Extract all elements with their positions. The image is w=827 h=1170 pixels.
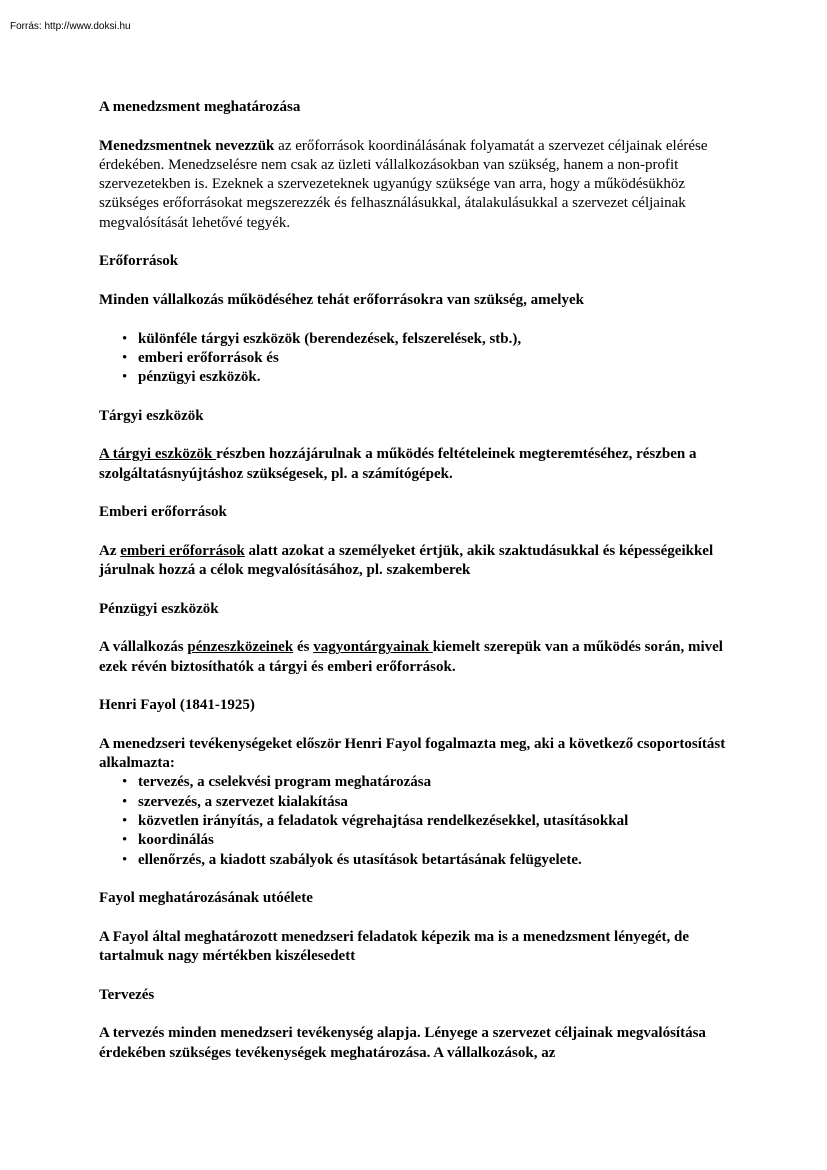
emberi-text: alatt azokat a személyeket értjük, akik szaktudásukkal és képességeikkel járulnak hozzá a célok megvalósításához, pl. szakemberek: [99, 542, 714, 579]
paragraph-fayol: A menedzseri tevékenységeket először Henri Fayol fogalmazta meg, aki a következő csoportosítást alkalmazta:: [99, 735, 726, 772]
heading-emberi: Emberi erőforrások: [99, 504, 227, 521]
list-item: • koordinálás: [99, 831, 739, 850]
heading-targyi: Tárgyi eszközök: [99, 407, 204, 424]
heading-eroforrasok: Erőforrások: [99, 253, 179, 270]
link-targyi-eszkozok[interactable]: A tárgyi eszközök: [99, 446, 217, 463]
paragraph-intro: [99, 137, 739, 233]
penzugyi-mid: és: [293, 639, 314, 656]
paragraph-tervezes: A tervezés minden menedzseri tevékenység alapja. Lényege a szervezet céljainak megvalósítása érdekében szükséges tevékenységek meghatározása. A vállalkozások, az: [99, 1025, 706, 1061]
paragraph-targyi: [99, 445, 739, 484]
heading-utoelete: Fayol meghatározásának utóélete: [99, 890, 313, 907]
heading-fayol: Henri Fayol (1841-1925): [99, 697, 255, 714]
list-item: • közvetlen irányítás, a feladatok végrehajtása rendelkezésekkel, utasításokkal: [99, 812, 739, 831]
list-item: • emberi erőforrások és: [99, 349, 739, 368]
paragraph-penzugyi: [99, 638, 739, 677]
heading-menedzsment: A menedzsment meghatározása: [99, 99, 301, 115]
heading-penzugyi: Pénzügyi eszközök: [99, 600, 219, 617]
emberi-pre: Az: [99, 542, 121, 559]
list-item: • pénzügyi eszközök.: [99, 368, 739, 387]
source-label: Forrás: http://www.doksi.hu: [10, 21, 131, 32]
list-item: • különféle tárgyi eszközök (berendezések, felszerelések, stb.),: [99, 330, 739, 349]
paragraph-emberi: [99, 542, 739, 581]
penzugyi-pre: A vállalkozás: [99, 639, 188, 656]
link-penzeszkozeinek[interactable]: pénzeszközeinek: [187, 639, 294, 656]
document-page: [99, 98, 739, 1082]
heading-tervezes: Tervezés: [99, 986, 155, 1003]
intro-term: Menedzsmentnek nevezzük: [99, 137, 275, 154]
link-emberi-eroforrasok[interactable]: emberi erőforrások: [120, 542, 245, 559]
paragraph-eroforrasok: Minden vállalkozás működéséhez tehát erőforrásokra van szükség, amelyek: [99, 291, 584, 308]
targyi-text: részben hozzájárulnak a működés feltételeinek megteremtéséhez, részben a szolgáltatásnyújtáshoz szükségesek, pl. a számítógépek.: [99, 446, 697, 482]
intro-text: az erőforrások koordinálásának folyamatát a szervezet céljainak elérése érdekében. Menedzselésre nem csak az üzleti vállalkozásokban van szükség, hanem a non-profit szervezetekben is. Ezeknek a szervezeteknek ugyanúgy szüksége van arra, hogy a működésükhöz szükséges erőforrásokat megszerezzék és felhasználásukkal, átalakulásukkal a szervezet céljainak megvalósítását lehetővé tegyék.: [99, 137, 708, 231]
penzugyi-text: kiemelt szerepük van a működés során, mivel ezek révén biztosíthatók a tárgyi és emberi erőforrások.: [99, 639, 723, 675]
list-eroforrasok: [99, 330, 739, 388]
paragraph-utoelete: A Fayol által meghatározott menedzseri feladatok képezik ma is a menedzsment lényegét, de tartalmuk nagy mértékben kiszélesedett: [99, 928, 690, 965]
list-item: • ellenőrzés, a kiadott szabályok és utasítások betartásának felügyelete.: [99, 851, 739, 870]
list-item: • szervezés, a szervezet kialakítása: [99, 793, 739, 812]
list-item: • tervezés, a cselekvési program meghatározása: [99, 773, 739, 792]
list-fayol: [99, 773, 739, 869]
link-vagyontargyainak[interactable]: vagyontárgyainak: [313, 639, 433, 656]
